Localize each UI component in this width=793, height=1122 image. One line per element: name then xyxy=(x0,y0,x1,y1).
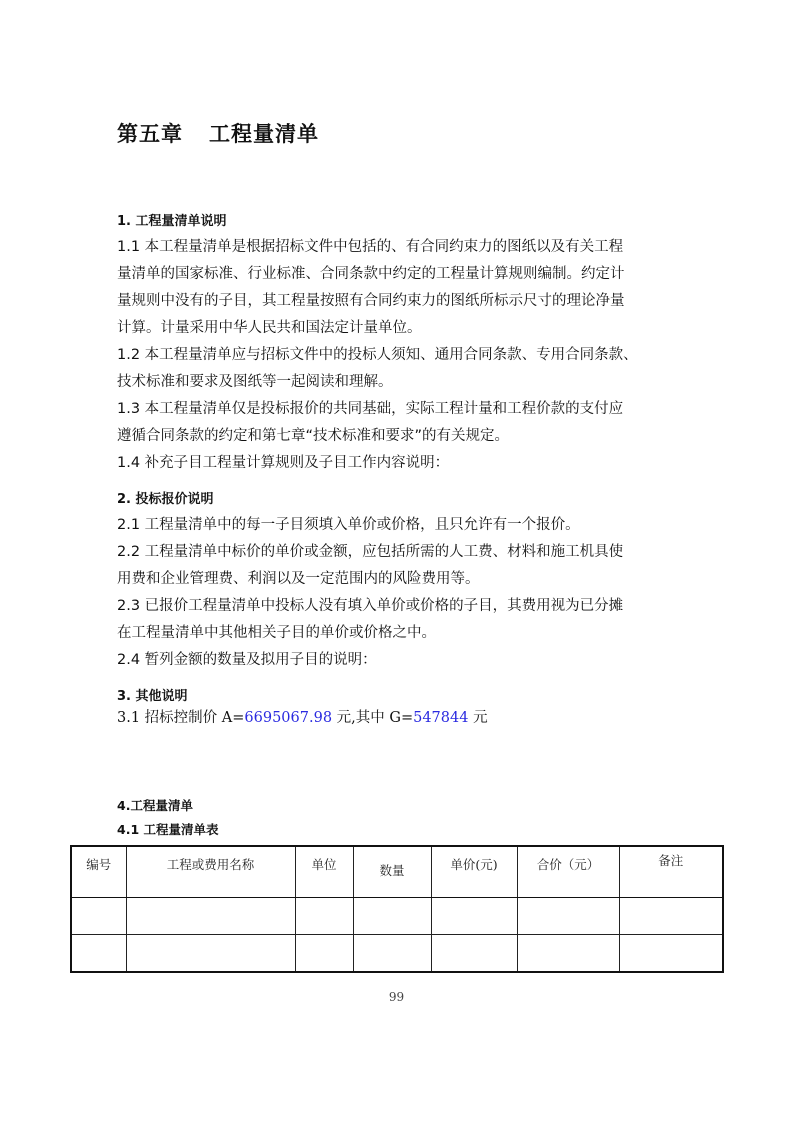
section-3-heading: 3. 其他说明 xyxy=(117,689,188,704)
section-3-item-3-1 xyxy=(117,705,687,732)
control-price-prefix: 3.1 招标控制价 A= xyxy=(117,710,245,726)
section-4-subheading: 4.1 工程量清单表 xyxy=(117,822,219,837)
cell xyxy=(517,898,619,935)
header-quantity: 数量 xyxy=(353,846,431,898)
section-1-item-1-3: 1.3 本工程量清单仅是投标报价的共同基础，实际工程计量和工程价款的支付应 遵循合同条款的约定和第七章“技术标准和要求”的有关规定。 xyxy=(117,401,624,444)
cell xyxy=(295,935,353,973)
cell xyxy=(295,898,353,935)
header-total-price: 合价（元） xyxy=(517,846,619,898)
section-1-item-1-2: 1.2 本工程量清单应与招标文件中的投标人须知、通用合同条款、专用合同条款、 技术标准和要求及图纸等一起阅读和理解。 xyxy=(117,347,638,390)
cell xyxy=(619,935,723,973)
section-1-item-1-4: 1.4 补充子目工程量计算规则及子目工作内容说明： xyxy=(117,455,450,471)
control-price-value-a: 6695067.98 xyxy=(244,710,333,726)
cell xyxy=(71,898,126,935)
header-item-name: 工程或费用名称 xyxy=(126,846,295,898)
cell xyxy=(353,898,431,935)
section-1-item-1-1: 1.1 本工程量清单是根据招标文件中包括的、有合同约束力的图纸以及有关工程 量清单的国家标准、行业标准、合同条款中约定的工程量计算规则编制。约定计 量规则中没有的子目，其工程量按照有合同约束力的图纸所标示尺寸的理论净量 计算。计量采用中华人民共和国法定计量单位。 xyxy=(117,239,625,336)
section-4-heading: 4.工程量清单 xyxy=(117,798,193,813)
section-2-heading: 2. 投标报价说明 xyxy=(117,492,214,507)
table-row xyxy=(71,935,723,973)
section-2-item-2-1: 2.1 工程量清单中的每一子目须填入单价或价格，且只允许有一个报价。 xyxy=(117,517,580,533)
header-code: 编号 xyxy=(71,846,126,898)
header-unit: 单位 xyxy=(295,846,353,898)
chapter-name: 工程量清单 xyxy=(209,122,319,146)
section-2-item-2-4: 2.4 暂列金额的数量及拟用子目的说明： xyxy=(117,652,377,668)
chapter-title xyxy=(117,118,319,148)
section-1-heading: 1. 工程量清单说明 xyxy=(117,214,227,229)
header-remarks: 备注 xyxy=(619,846,723,898)
cell xyxy=(126,898,295,935)
cell xyxy=(126,935,295,973)
table-row xyxy=(71,898,723,935)
control-price-suffix: 元 xyxy=(468,710,488,726)
cell xyxy=(517,935,619,973)
cell xyxy=(71,935,126,973)
header-unit-price: 单价(元) xyxy=(431,846,517,898)
page-number: 99 xyxy=(388,990,405,1004)
cell xyxy=(619,898,723,935)
control-price-value-g: 547844 xyxy=(413,710,469,726)
chapter-number: 第五章 xyxy=(117,122,183,146)
section-2-item-2-2: 2.2 工程量清单中标价的单价或金额，应包括所需的人工费、材料和施工机具使 用费和企业管理费、利润以及一定范围内的风险费用等。 xyxy=(117,544,624,587)
control-price-middle: 元,其中 G= xyxy=(332,710,414,726)
bill-of-quantities-table xyxy=(70,845,724,973)
section-2-item-2-3: 2.3 已报价工程量清单中投标人没有填入单价或价格的子目，其费用视为已分摊 在工程量清单中其他相关子目的单价或价格之中。 xyxy=(117,598,624,641)
table-header-row xyxy=(71,846,723,898)
cell xyxy=(353,935,431,973)
cell xyxy=(431,898,517,935)
cell xyxy=(431,935,517,973)
